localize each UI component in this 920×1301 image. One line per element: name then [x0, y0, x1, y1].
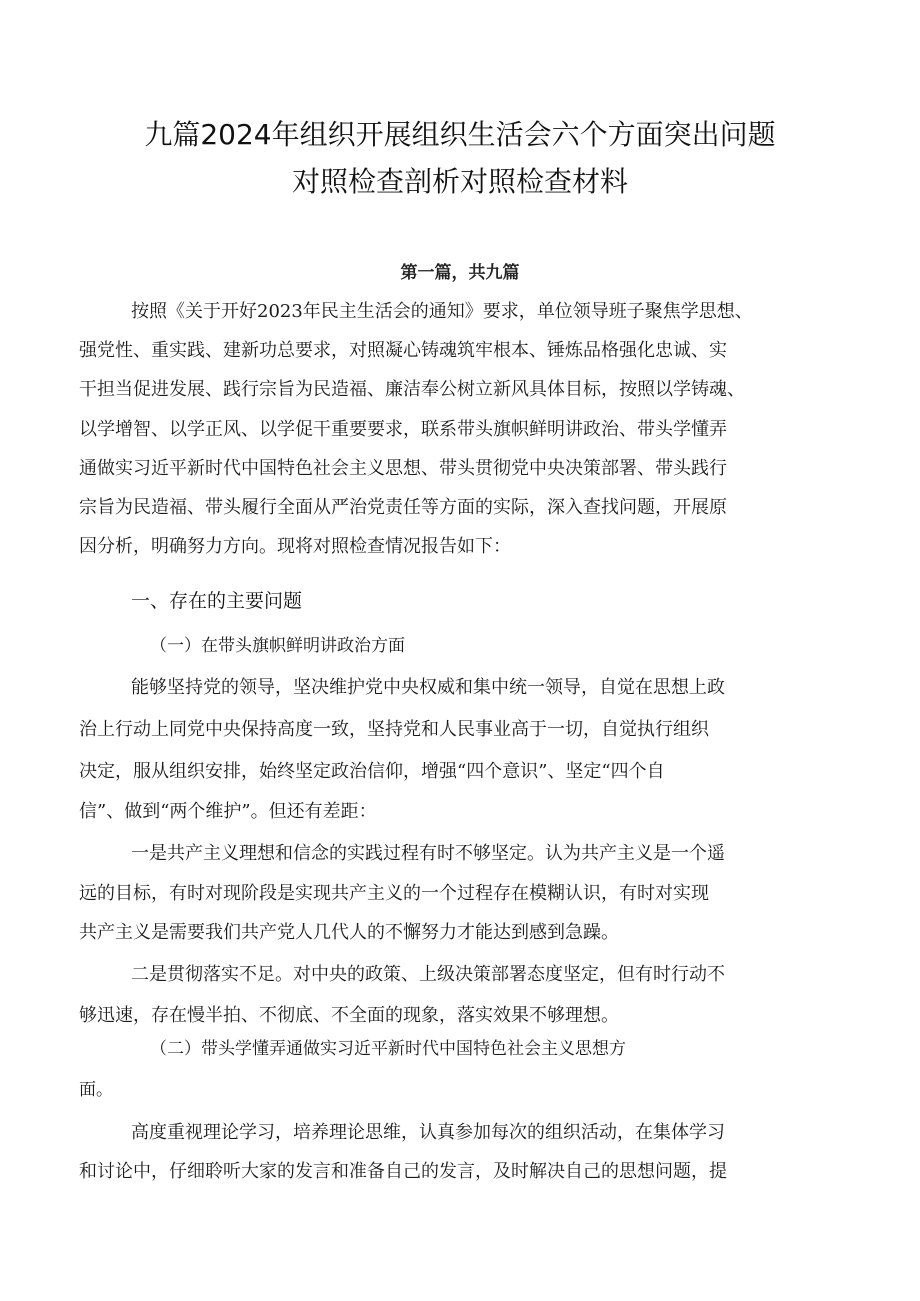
intro-line-1: 按照《关于开好2023年民主生活会的通知》要求，单位领导班子聚焦学思想、	[131, 301, 753, 322]
point1-line-1: 一是共产主义理想和信念的实践过程有时不够坚定。认为共产主义是一个遥	[131, 843, 725, 864]
intro-line-4: 以学增智、以学正风、以学促干重要要求，联系带头旗帜鲜明讲政治、带头学懂弄	[79, 419, 727, 440]
subsection-heading-2-line2: 面。	[79, 1080, 113, 1100]
sub1-line-1: 能够坚持党的领导，坚决维护党中央权威和集中统一领导，自觉在思想上政	[131, 677, 725, 698]
subsection-heading-2-line1: （二）带头学懂弄通做实习近平新时代中国特色社会主义思想方	[150, 1039, 626, 1059]
section-heading-1: 一、存在的主要问题	[131, 590, 303, 612]
document-title-line2: 对照检查剖析对照检查材料	[291, 165, 628, 198]
document-subtitle: 第一篇，共九篇	[400, 263, 520, 283]
intro-line-3: 干担当促进发展、践行宗旨为民造福、廉洁奉公树立新风具体目标，按照以学铸魂、	[79, 379, 745, 400]
document-title-line1: 九篇2024年组织开展组织生活会六个方面突出问题	[144, 118, 776, 151]
sub1-line-3: 决定，服从组织安排，始终坚定政治信仰，增强“四个意识”、坚定“四个自	[79, 761, 665, 782]
subsection-heading-1: （一）在带头旗帜鲜明讲政治方面	[150, 636, 405, 656]
point2-line-1: 二是贯彻落实不足。对中央的政策、上级决策部署态度坚定，但有时行动不	[131, 964, 725, 985]
intro-line-5: 通做实习近平新时代中国特色社会主义思想、带头贯彻党中央决策部署、带头践行	[79, 458, 727, 479]
intro-line-7: 因分析，明确努力方向。现将对照检查情况报告如下：	[79, 536, 511, 557]
point2-line-2: 够迅速，存在慢半拍、不彻底、不全面的现象，落实效果不够理想。	[79, 1005, 619, 1026]
point1-line-2: 远的目标，有时对现阶段是实现共产主义的一个过程存在模糊认识，有时对实现	[79, 883, 709, 904]
intro-line-6: 宗旨为民造福、带头履行全面从严治党责任等方面的实际，深入查找问题，开展原	[79, 497, 727, 518]
sub2-line-1: 高度重视理论学习，培养理论思维，认真参加每次的组织活动，在集体学习	[131, 1122, 725, 1143]
intro-line-2: 强党性、重实践、建新功总要求，对照凝心铸魂筑牢根本、锤炼品格强化忠诚、实	[79, 340, 727, 361]
sub1-line-2: 治上行动上同党中央保持高度一致，坚持党和人民事业高于一切，自觉执行组织	[79, 719, 709, 740]
sub1-line-4: 信”、做到“两个维护”。但还有差距：	[79, 801, 377, 822]
sub2-line-2: 和讨论中，仔细聆听大家的发言和准备自己的发言，及时解决自己的思想问题，提	[79, 1161, 727, 1182]
point1-line-3: 共产主义是需要我们共产党人几代人的不懈努力才能达到感到急躁。	[79, 922, 619, 943]
